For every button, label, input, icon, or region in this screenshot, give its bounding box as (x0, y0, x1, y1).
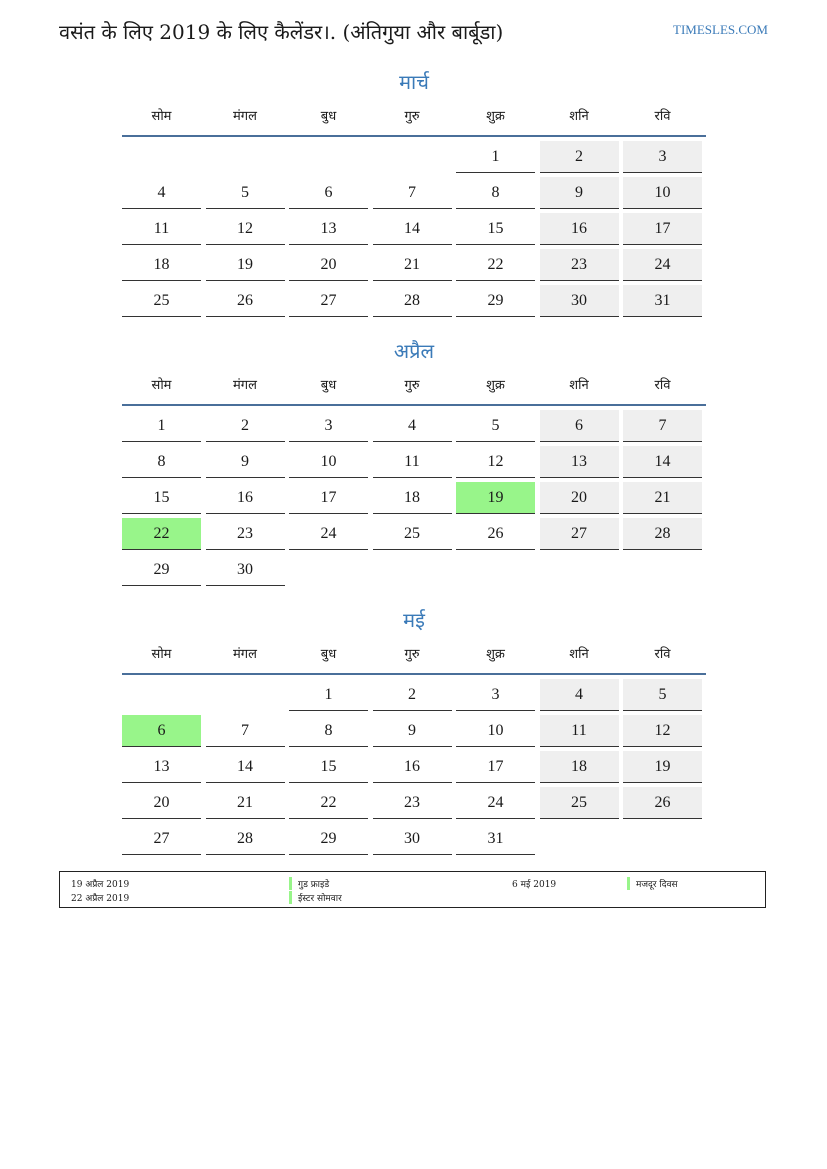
month-march (122, 67, 706, 317)
day-cell: 12 (456, 446, 535, 478)
empty-cell (373, 141, 452, 172)
day-cell: 21 (373, 249, 452, 281)
day-cell: 4 (373, 410, 452, 442)
weekday-label: बुध (320, 109, 337, 124)
day-cell: 2 (373, 679, 452, 711)
day-cell: 21 (206, 787, 285, 819)
weekday-label: शनि (569, 378, 589, 393)
day-cell: 9 (373, 715, 452, 747)
day-cell: 5 (623, 679, 702, 711)
day-cell: 10 (623, 177, 702, 209)
day-cell: 14 (206, 751, 285, 783)
day-cell: 10 (289, 446, 368, 478)
day-cell: 20 (289, 249, 368, 281)
day-cell: 1 (289, 679, 368, 711)
day-cell: 2 (540, 141, 619, 173)
empty-cell (206, 679, 285, 710)
weekday-label: शनि (569, 647, 589, 662)
day-cell: 25 (540, 787, 619, 819)
day-cell: 8 (456, 177, 535, 209)
day-cell: 13 (122, 751, 201, 783)
month-name: मार्च (399, 70, 429, 94)
day-cell: 21 (623, 482, 702, 514)
day-cell: 9 (540, 177, 619, 209)
weekday-label: मंगल (233, 378, 257, 393)
day-cell: 24 (289, 518, 368, 550)
day-cell: 10 (456, 715, 535, 747)
day-cell: 5 (206, 177, 285, 209)
day-cell: 13 (289, 213, 368, 245)
weekday-header (122, 641, 706, 675)
day-cell: 16 (540, 213, 619, 245)
day-cell: 30 (206, 554, 285, 586)
day-cell: 6 (540, 410, 619, 442)
day-cell: 2 (206, 410, 285, 442)
day-cell: 19 (623, 751, 702, 783)
day-cell: 14 (373, 213, 452, 245)
day-cell: 26 (206, 285, 285, 317)
holiday-day-cell: 19 (456, 482, 535, 514)
weekday-header (122, 103, 706, 137)
weekday-label: शुक्र (486, 109, 505, 124)
day-cell: 29 (289, 823, 368, 855)
day-cell: 25 (373, 518, 452, 550)
empty-cell (122, 141, 201, 172)
weekday-label: रवि (654, 109, 671, 124)
day-cell: 4 (540, 679, 619, 711)
day-cell: 18 (122, 249, 201, 281)
day-cell: 26 (456, 518, 535, 550)
day-cell: 3 (456, 679, 535, 711)
day-cell: 24 (623, 249, 702, 281)
day-cell: 22 (289, 787, 368, 819)
day-cell: 30 (373, 823, 452, 855)
legend-holiday-name: गुड फ्राइडे (289, 877, 329, 890)
day-cell: 8 (122, 446, 201, 478)
day-cell: 12 (623, 715, 702, 747)
day-cell: 5 (456, 410, 535, 442)
day-cell: 1 (456, 141, 535, 173)
day-cell: 1 (122, 410, 201, 442)
day-cell: 13 (540, 446, 619, 478)
month-name: मई (403, 608, 425, 632)
weekday-label: मंगल (233, 109, 257, 124)
day-cell: 12 (206, 213, 285, 245)
day-cell: 16 (206, 482, 285, 514)
page-title: वसंत के लिए 2019 के लिए कैलेंडर।. (अंतिगुया और बार्बूडा) (59, 20, 504, 44)
holiday-legend (59, 871, 766, 908)
day-cell: 11 (373, 446, 452, 478)
day-cell: 7 (623, 410, 702, 442)
day-cell: 31 (456, 823, 535, 855)
weekday-label: शनि (569, 109, 589, 124)
legend-date: 22 अप्रैल 2019 (71, 894, 130, 904)
day-cell: 22 (456, 249, 535, 281)
weekday-label: सोम (151, 647, 172, 662)
weekday-label: गुरु (404, 647, 420, 662)
day-cell: 15 (122, 482, 201, 514)
empty-cell (206, 141, 285, 172)
legend-holiday-name: मजदूर दिवस (627, 877, 678, 890)
weekday-label: सोम (151, 109, 172, 124)
day-cell: 8 (289, 715, 368, 747)
day-cell: 6 (289, 177, 368, 209)
day-cell: 11 (122, 213, 201, 245)
holiday-day-cell: 22 (122, 518, 201, 550)
day-cell: 20 (540, 482, 619, 514)
empty-cell (122, 679, 201, 710)
day-cell: 23 (206, 518, 285, 550)
weekday-label: रवि (654, 647, 671, 662)
day-grid (122, 141, 706, 317)
day-cell: 7 (373, 177, 452, 209)
day-cell: 27 (289, 285, 368, 317)
weekday-label: शुक्र (486, 647, 505, 662)
day-cell: 17 (289, 482, 368, 514)
weekday-header (122, 372, 706, 406)
weekday-label: शुक्र (486, 378, 505, 393)
weekday-label: गुरु (404, 378, 420, 393)
day-cell: 31 (623, 285, 702, 317)
day-cell: 11 (540, 715, 619, 747)
day-grid (122, 410, 706, 586)
day-cell: 28 (373, 285, 452, 317)
day-cell: 7 (206, 715, 285, 747)
day-cell: 29 (456, 285, 535, 317)
day-cell: 25 (122, 285, 201, 317)
empty-cell (289, 141, 368, 172)
day-cell: 28 (623, 518, 702, 550)
day-cell: 18 (540, 751, 619, 783)
month-may (122, 605, 706, 855)
day-cell: 30 (540, 285, 619, 317)
weekday-label: सोम (151, 378, 172, 393)
weekday-label: बुध (320, 647, 337, 662)
day-cell: 26 (623, 787, 702, 819)
site-link[interactable]: TIMESLES.COM (673, 22, 768, 37)
day-cell: 28 (206, 823, 285, 855)
day-cell: 29 (122, 554, 201, 586)
day-grid (122, 679, 706, 855)
day-cell: 3 (289, 410, 368, 442)
legend-holiday-name: ईस्टर सोमवार (289, 891, 342, 904)
day-cell: 27 (122, 823, 201, 855)
day-cell: 18 (373, 482, 452, 514)
day-cell: 3 (623, 141, 702, 173)
day-cell: 15 (289, 751, 368, 783)
day-cell: 9 (206, 446, 285, 478)
holiday-day-cell: 6 (122, 715, 201, 747)
day-cell: 4 (122, 177, 201, 209)
day-cell: 14 (623, 446, 702, 478)
legend-date: 6 मई 2019 (512, 880, 557, 890)
month-name: अप्रैल (393, 339, 435, 363)
weekday-label: मंगल (233, 647, 257, 662)
day-cell: 24 (456, 787, 535, 819)
legend-date: 19 अप्रैल 2019 (71, 880, 130, 890)
day-cell: 17 (456, 751, 535, 783)
day-cell: 15 (456, 213, 535, 245)
weekday-label: बुध (320, 378, 337, 393)
day-cell: 20 (122, 787, 201, 819)
weekday-label: गुरु (404, 109, 420, 124)
day-cell: 17 (623, 213, 702, 245)
day-cell: 23 (540, 249, 619, 281)
day-cell: 16 (373, 751, 452, 783)
day-cell: 23 (373, 787, 452, 819)
day-cell: 27 (540, 518, 619, 550)
weekday-label: रवि (654, 378, 671, 393)
month-april (122, 336, 706, 586)
day-cell: 19 (206, 249, 285, 281)
